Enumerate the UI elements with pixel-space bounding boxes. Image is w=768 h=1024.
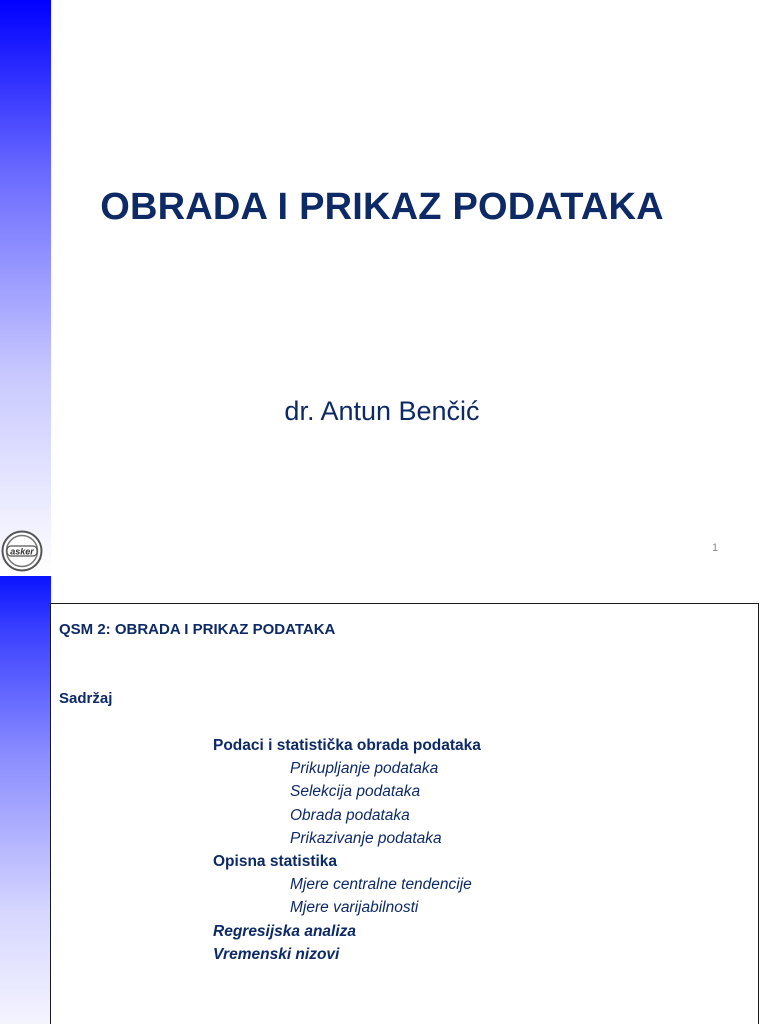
toc-item: Mjere varijabilnosti <box>290 899 419 917</box>
logo-text: asker <box>10 546 34 557</box>
section-heading: Sadržaj <box>59 690 113 707</box>
contents-slide <box>0 576 768 1024</box>
toc-item: Vremenski nizovi <box>213 945 340 963</box>
table-of-contents <box>213 734 733 966</box>
toc-item: Podaci i statistička obrada podataka <box>213 737 481 754</box>
author-name: dr. Antun Benčić <box>284 396 480 426</box>
gradient-sidebar <box>0 576 51 1024</box>
toc-item: Regresijska analiza <box>213 922 357 940</box>
gradient-sidebar <box>0 0 51 576</box>
toc-item: Obrada podataka <box>290 806 410 824</box>
slide-header: QSM 2: OBRADA I PRIKAZ PODATAKA <box>59 621 336 638</box>
content-frame <box>50 603 759 1024</box>
page-number: 1 <box>712 542 719 554</box>
slide-title: OBRADA I PRIKAZ PODATAKA <box>100 186 664 228</box>
toc-item: Opisna statistika <box>213 852 338 870</box>
toc-item: Selekcija podataka <box>290 783 421 801</box>
toc-item: Prikazivanje podataka <box>290 829 442 847</box>
asker-logo-icon <box>1 530 43 572</box>
toc-item: Mjere centralne tendencije <box>290 876 472 894</box>
toc-item: Prikupljanje podataka <box>290 760 439 778</box>
